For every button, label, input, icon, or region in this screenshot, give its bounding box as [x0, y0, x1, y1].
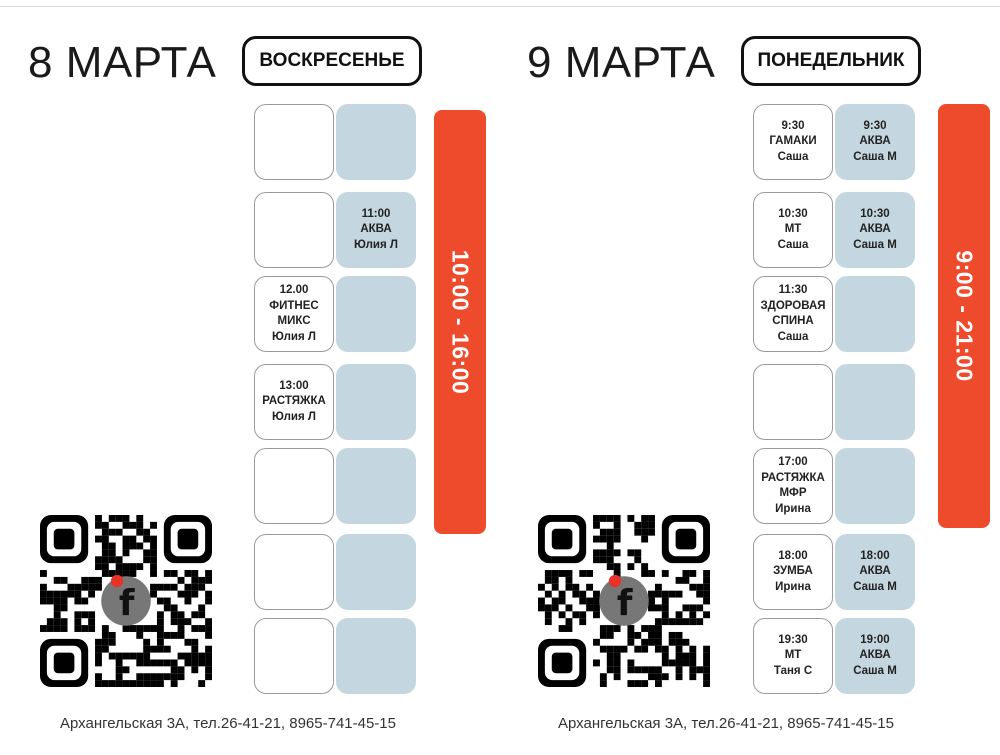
class-cell-line: МТ [784, 223, 802, 236]
class-cell-line: СПИНА [772, 315, 814, 327]
opening-hours-text: 9:00 - 21:00 [951, 250, 978, 382]
class-cell-pool [835, 448, 915, 524]
class-cell-line: ФИТНЕС [269, 299, 319, 312]
class-cell-line: 11:00 [361, 207, 391, 220]
class-cell-line: 12.00 [279, 284, 309, 296]
class-cell-line: Саша М [853, 664, 897, 677]
class-cell-line: 10:30 [778, 207, 808, 220]
class-cell-line: РАСТЯЖКА [262, 395, 326, 408]
class-cell-line: 19:00 [860, 633, 890, 646]
class-cell-studio [254, 448, 334, 524]
class-cell-studio [753, 448, 833, 524]
class-cell-studio [753, 192, 833, 268]
class-cell-pool [336, 276, 416, 352]
class-cell-studio [753, 364, 833, 440]
class-cell-pool [835, 534, 915, 610]
class-cell-line: 18:00 [778, 549, 808, 562]
qr-code[interactable] [40, 515, 212, 687]
class-cell-pool [336, 364, 416, 440]
opening-hours-bar [938, 104, 990, 528]
class-cell-pool [336, 448, 416, 524]
class-cell-pool [336, 104, 416, 180]
class-cell-studio [254, 364, 334, 440]
class-cell-line: АКВА [859, 649, 891, 662]
class-cell-line: 9:30 [863, 119, 887, 132]
opening-hours-text: 10:00 - 16:00 [447, 249, 474, 395]
class-cell-line: 9:30 [781, 119, 805, 132]
class-cell-studio [254, 534, 334, 610]
class-cell-line: 11:30 [778, 284, 808, 296]
class-cell-line: АКВА [360, 223, 392, 236]
class-cell-line: МТ [784, 649, 802, 662]
class-cell-line: Саша [777, 150, 809, 163]
class-cell-studio [254, 104, 334, 180]
class-cell-line: АКВА [859, 223, 891, 236]
weekday-badge: ВОСКРЕСЕНЬЕ [242, 36, 422, 86]
logo-letter: f [616, 582, 633, 624]
class-cell-line: Саша [777, 330, 809, 343]
class-cell-line: ГАМАКИ [769, 135, 817, 148]
class-cell-studio [254, 618, 334, 694]
qr-code[interactable] [538, 515, 710, 687]
class-cell-line: РАСТЯЖКА [761, 471, 825, 484]
class-cell-line: АКВА [859, 135, 891, 148]
class-cell-line: 13:00 [279, 379, 309, 392]
class-cell-pool [835, 364, 915, 440]
class-cell-line: Юлия Л [354, 238, 398, 251]
opening-hours-bar [434, 110, 486, 534]
class-cell-line: Саша [777, 238, 809, 251]
class-cell-pool [336, 534, 416, 610]
class-cell-line: 17:00 [778, 456, 808, 468]
address-footer: Архангельская 3А, тел.26-41-21, 8965-741-45-15 [558, 715, 894, 732]
class-cell-line: ЗУМБА [773, 565, 813, 578]
class-cell-line: Таня С [773, 664, 813, 677]
class-cell-pool [336, 192, 416, 268]
class-cell-line: Саша М [853, 238, 897, 251]
class-cell-line: МИКС [277, 315, 311, 327]
class-cell-pool [336, 618, 416, 694]
weekday-badge: ПОНЕДЕЛЬНИК [741, 36, 921, 86]
class-cell-line: Ирина [775, 502, 811, 515]
day-date: 8 МАРТА [28, 38, 217, 87]
class-cell-studio [254, 192, 334, 268]
class-cell-line: АКВА [859, 565, 891, 578]
logo-letter: f [118, 582, 135, 624]
class-cell-line: Юлия Л [272, 410, 316, 423]
class-cell-studio [753, 618, 833, 694]
class-cell-pool [835, 276, 915, 352]
class-cell-line: 10:30 [860, 207, 890, 220]
class-cell-pool [835, 192, 915, 268]
address-footer: Архангельская 3А, тел.26-41-21, 8965-741-45-15 [60, 715, 396, 732]
class-cell-line: Саша М [853, 150, 897, 163]
class-cell-line: Ирина [775, 580, 811, 593]
class-cell-line: Юлия Л [272, 330, 316, 343]
class-cell-line: МФР [779, 487, 807, 499]
class-cell-line: 19:30 [778, 633, 808, 646]
class-cell-pool [835, 618, 915, 694]
class-cell-line: 18:00 [860, 549, 890, 562]
class-cell-studio [753, 104, 833, 180]
class-cell-studio [753, 276, 833, 352]
class-cell-studio [254, 276, 334, 352]
class-cell-studio [753, 534, 833, 610]
class-cell-line: ЗДОРОВАЯ [760, 299, 826, 312]
top-divider [0, 0, 1000, 7]
class-cell-line: Саша М [853, 580, 897, 593]
class-cell-pool [835, 104, 915, 180]
day-date: 9 МАРТА [527, 38, 716, 87]
